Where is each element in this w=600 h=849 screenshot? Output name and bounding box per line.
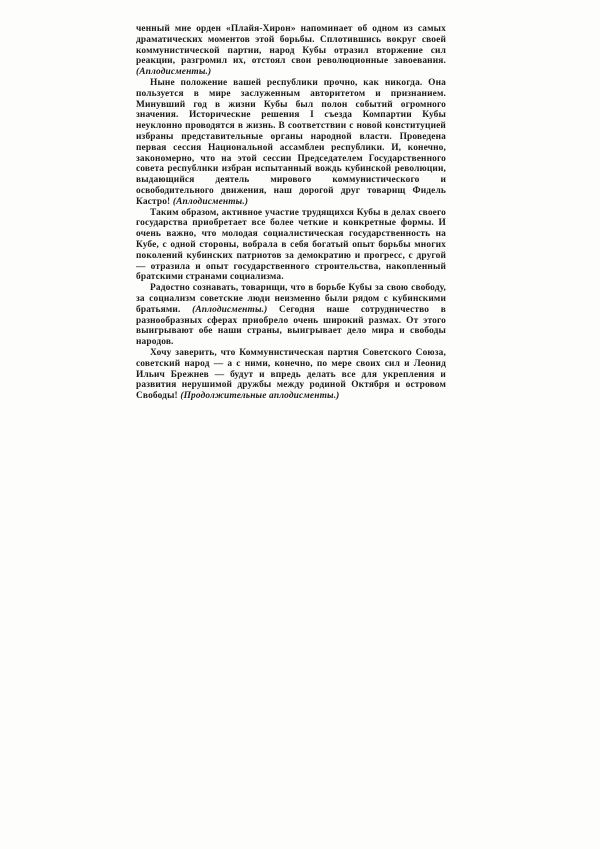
stage-direction-italic: (Аплодисменты.) <box>192 304 268 315</box>
paragraph <box>136 208 446 284</box>
stage-direction-italic: (Аплодисменты.) <box>136 67 212 78</box>
paragraph <box>136 348 446 402</box>
bold-term: «Плайя-Хирон» <box>226 24 296 34</box>
page-text-block <box>136 24 446 402</box>
paragraph <box>136 78 446 208</box>
paragraph <box>136 24 446 78</box>
text-run: ченный мне орден <box>136 24 227 34</box>
text-run: Таким образом, активное участие трудящихся Кубы в делах своего государства приобретает все более четкие и конкретные формы. И очень важно, что молодая социалистическая государственность на Кубе, с одной стороны, вобрала в себя богатый опыт борьбы многих поколений кубинских патриотов за демократию и прогресс, с другой — отразила и опыт государственного строительства, накопленный братскими странами социализма. <box>136 207 446 283</box>
text-run: Радостно сознавать, товарищи, что в борьбе Кубы за свою свободу, за социализм советские люди неизменно были рядом с кубинскими братьями. <box>136 283 446 315</box>
stage-direction-italic: (Продолжительные аплодисменты.) <box>180 391 340 402</box>
text-run: напоминает об одном из самых драматических моментов этой борьбы. Сплотившись вокруг своей коммунистической партии, народ Кубы отразил вторжение сил реакции, разгромил их, отстоял свои революционные завоевания. <box>136 24 446 67</box>
paragraph <box>136 283 446 348</box>
text-run: Ныне положение вашей республики прочно, как никогда. Она пользуется в мире заслуженным авторитетом и признанием. Минувший год в жизни Кубы был полон событий огромного значения. Исторические решения I съезда Компартии Кубы неуклонно проводятся в жизнь. В соответствии с новой конституцией избраны представительные органы народной власти. Проведена первая сессия Национальной ассамблеи республики. И, конечно, закономерно, что на этой сессии Председателем Государственного совета республики избран испытанный вождь кубинской революции, выдающийся деятель мирового коммунистического и освободительного движения, наш дорогой друг товарищ Фидель Кастро! <box>136 77 446 207</box>
text-run: Хочу заверить, что Коммунистическая партия Советского Союза, советский народ — а с ними, конечно, по мере своих сил и Леонид Ильич Брежнев — будут и впредь делать все для укрепления и развития нерушимой дружбы между родиной Октября и островом Свободы! <box>136 347 446 402</box>
text-run: Сегодня наше сотрудничество в разнообразных сферах приобрело очень широкий размах. От этого выигрывают обе наши страны, выигрывает дело мира и свободы народов. <box>136 304 446 348</box>
stage-direction-italic: (Аплодисменты.) <box>172 196 249 207</box>
